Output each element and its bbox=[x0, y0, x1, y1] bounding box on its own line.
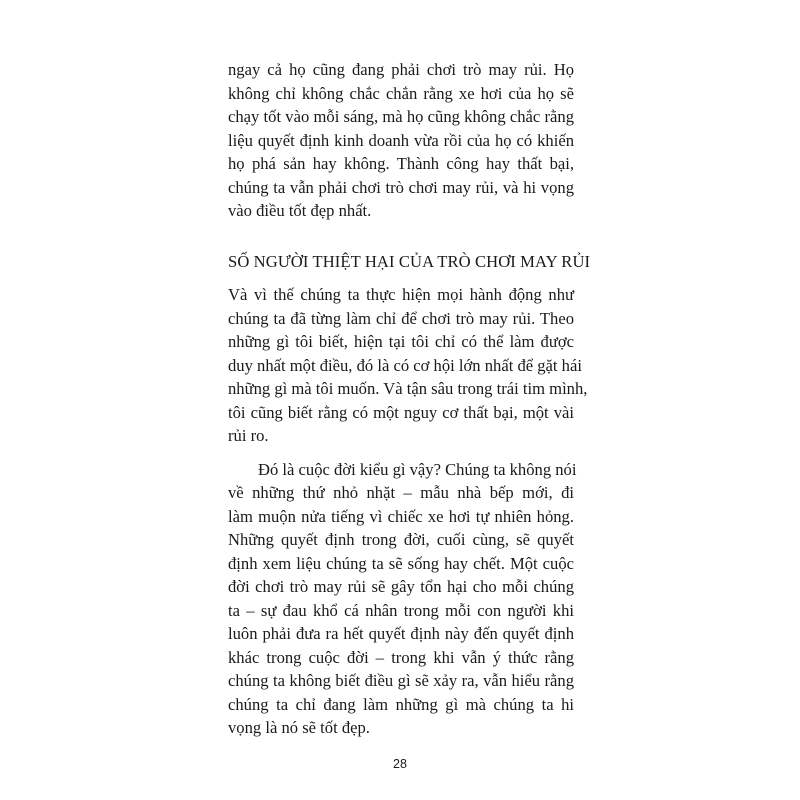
text-line: chúng ta đã từng làm chỉ để chơi trò may rủi. Theo bbox=[228, 308, 574, 328]
paragraph-3 bbox=[228, 458, 577, 740]
paragraph-1 bbox=[228, 58, 574, 223]
text-line: khác trong cuộc đời – trong khi vẫn ý thức rằng bbox=[228, 647, 574, 667]
paragraph-2 bbox=[228, 283, 588, 448]
text-line: Những quyết định trong đời, cuối cùng, sẽ quyết bbox=[228, 530, 574, 549]
text-line: Đó là cuộc đời kiểu gì vậy? Chúng ta không nói bbox=[258, 459, 577, 479]
text-line: chạy tốt vào mỗi sáng, mà họ cũng không chắc rằng bbox=[228, 107, 574, 126]
text-line: không chỉ không chắc chắn rằng xe hơi của họ sẽ bbox=[228, 83, 574, 103]
text-line: vào điều tốt đẹp nhất. bbox=[228, 201, 372, 220]
text-line: chúng ta chỉ đang làm những gì mà chúng ta hi bbox=[228, 694, 574, 714]
text-line: vọng là nó sẽ tốt đẹp. bbox=[228, 718, 370, 737]
text-line: chúng ta vẫn phải chơi trò chơi may rủi, và hi vọng bbox=[228, 177, 574, 197]
text-line: chúng ta không biết điều gì sẽ xảy ra, vẫn hiểu rằng bbox=[228, 671, 574, 690]
text-line: rủi ro. bbox=[228, 426, 269, 445]
text-line: liệu quyết định kinh doanh vừa rồi của họ có khiến bbox=[228, 130, 574, 150]
text-line: Và vì thế chúng ta thực hiện mọi hành động như bbox=[228, 285, 574, 304]
text-line: về những thứ nhỏ nhặt – mẫu nhà bếp mới, đi bbox=[228, 483, 574, 502]
text-line: làm muộn nửa tiếng vì chiếc xe hơi tự nhiên hỏng. bbox=[228, 506, 574, 526]
text-line: định xem liệu chúng ta sẽ sống hay chết. Một cuộc bbox=[228, 553, 574, 573]
text-line: ngay cả họ cũng đang phải chơi trò may rủi. Họ bbox=[228, 60, 574, 79]
text-line: những gì mà tôi muốn. Và tận sâu trong trái tim mình, bbox=[228, 379, 588, 398]
text-line: những gì tôi biết, hiện tại tôi chỉ có thể làm được bbox=[228, 332, 574, 351]
text-line: đời chơi trò may rủi sẽ gây tổn hại cho mỗi chúng bbox=[228, 577, 574, 596]
text-line: ta – sự đau khổ cá nhân trong mỗi con người khi bbox=[228, 600, 574, 620]
page-number: 28 bbox=[393, 757, 407, 771]
text-column bbox=[228, 58, 591, 740]
text-line: duy nhất một điều, đó là có cơ hội lớn nhất để gặt hái bbox=[228, 355, 582, 375]
text-line: tôi cũng biết rằng có một nguy cơ thất bại, một vài bbox=[228, 402, 574, 422]
section-heading: SỐ NGƯỜI THIỆT HẠI CỦA TRÒ CHƠI MAY RỦI bbox=[228, 251, 591, 271]
text-line: luôn phải đưa ra hết quyết định này đến quyết định bbox=[228, 624, 574, 643]
text-line: họ phá sản hay không. Thành công hay thất bại, bbox=[228, 154, 574, 173]
